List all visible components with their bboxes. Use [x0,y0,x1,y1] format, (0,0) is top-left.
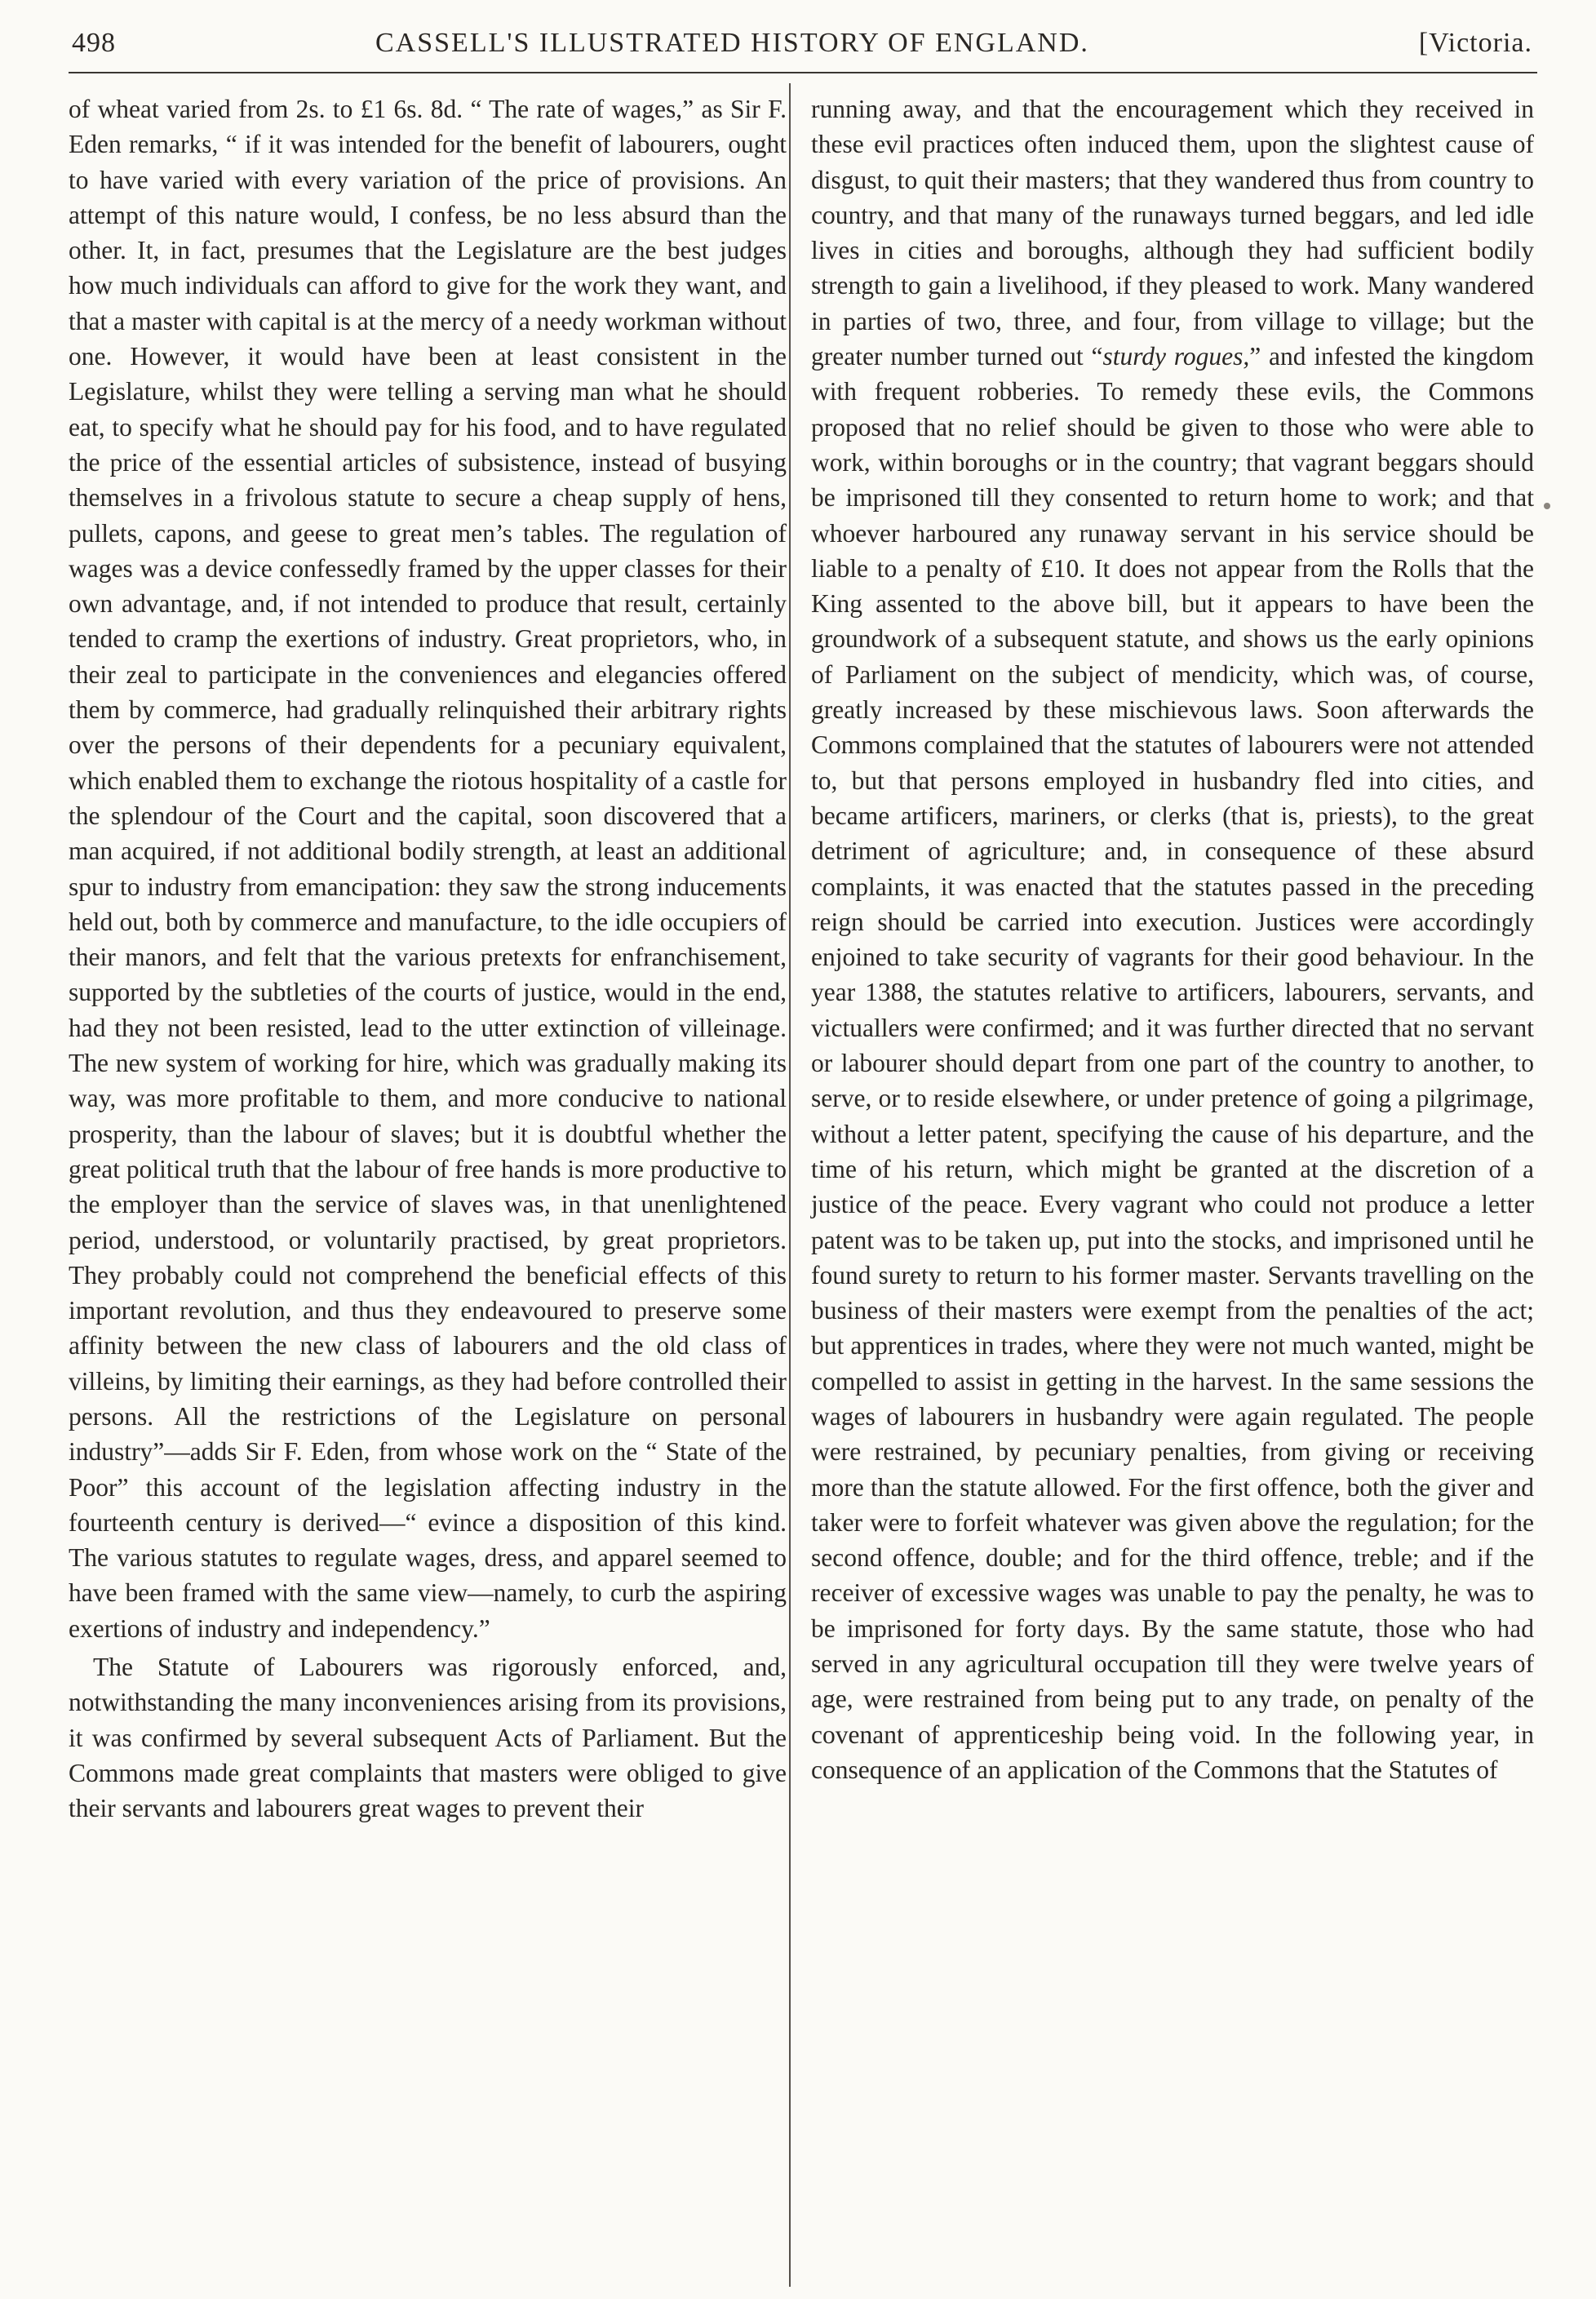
margin-mark [1544,503,1550,509]
header-rule [69,72,1537,73]
page-number: 498 [72,28,116,58]
right-column [811,91,1534,1787]
left-column [69,91,787,1826]
book-title: CASSELL'S ILLUSTRATED HISTORY OF ENGLAND. [375,28,1089,58]
right-text-part-1: running away, and that the encouragement which they received in these evil practices often induced them, upon the slightest cause of disgust, to quit their masters; that they wandered thus from country to country, and that many of the runaways turned beggars, and led idle lives in cities and boroughs, although they had sufficient bodily strength to gain a livelihood, if they pleased to work. Many wandered in parties of two, three, and four, from village to village; but the greater number turned out “ [811,95,1534,371]
left-paragraph-1: of wheat varied from 2s. to £1 6s. 8d. “ The rate of wages,” as Sir F. Eden remarks, “ if it was intended for the benefit of labourers, ought to have varied with every variation of the price of provisions. An attempt of this nature would, I confess, be no less absurd than the other. It, in fact, presumes that the Legislature are the best judges how much individuals can afford to give for the work they want, and that a master with capital is at the mercy of a needy workman without one. However, it would have been at least consistent in the Legislature, whilst they were telling a serving man what he should eat, to specify what he should pay for his food, and to have regulated the price of the essential articles of subsistence, instead of busying themselves in a frivolous statute to secure a cheap supply of hens, pullets, capons, and geese to great men’s tables. The regulation of wages was a device confessedly framed by the upper classes for their own advantage, and, if not intended to produce that result, certainly tended to cramp the exertions of industry. Great proprietors, who, in their zeal to participate in the conveniences and elegancies offered them by commerce, had gradually relinquished their arbitrary rights over the persons of their dependents for a pecuniary equivalent, which enabled them to exchange the riotous hospitality of a castle for the splendour of the Court and the capital, soon discovered that a man acquired, if not additional bodily strength, at least an additional spur to industry from emancipation: they saw the strong inducements held out, both by commerce and manufacture, to the idle occupiers of their manors, and felt that the various pretexts for enfranchisement, supported by the subtleties of the courts of justice, would in the end, had they not been resisted, lead to the utter extinction of villeinage. The new system of working for hire, which was gradually making its way, was more profitable to them, and more conducive to national prosperity, than the labour of slaves; but it is doubtful whether the great political truth that the labour of free hands is more productive to the employer than the service of slaves was, in that unenlightened period, understood, or voluntarily practised, by great proprietors. They probably could not comprehend the beneficial effects of this important revolution, and thus they endeavoured to preserve some affinity between the new class of labourers and the old class of villeins, by limiting their earnings, as they had before controlled their persons. All the restrictions of the Legislature on personal industry”—adds Sir F. Eden, from whose work on the “ State of the Poor” this account of the legislation affecting industry in the fourteenth century is derived—“ evince a disposition of this kind. The various statutes to regulate wages, dress, and apparel seemed to have been framed with the same view—namely, to curb the aspiring exertions of industry and independency.” [69,95,787,1643]
right-paragraph [811,91,1534,1787]
right-text-part-2: ” and infested the kingdom with frequent robberies. To remedy these evils, the Commons proposed that no relief should be given to those who were able to work, within boroughs or in the country; that vagrant beggars should be imprisoned till they consented to return home to work; and that whoever harboured any runaway servant in his service should be liable to a penalty of £10. It does not appear from the Rolls that the King assented to the above bill, but it appears to have been the groundwork of a subsequent statute, and shows us the early opinions of Parliament on the subject of mendicity, which was, of course, greatly increased by these mischievous laws. Soon afterwards the Commons complained that the statutes of labourers were not attended to, but that persons employed in husbandry fled into cities, and became artificers, mariners, or clerks (that is, priests), to the great detriment of agriculture; and, in consequence of these absurd complaints, it was enacted that the statutes passed in the preceding reign should be carried into execution. Justices were accordingly enjoined to take security of vagrants for their good behaviour. In the year 1388, the statutes relative to artificers, labourers, servants, and victuallers were confirmed; and it was further directed that no servant or labourer should depart from one part of the country to another, to serve, or to reside elsewhere, or under pretence of going a pilgrimage, without a letter patent, specifying the cause of his departure, and the time of his return, which might be granted at the discretion of a justice of the peace. Every vagrant who could not produce a letter patent was to be taken up, put into the stocks, and imprisoned until he found surety to return to his former master. Servants travelling on the business of their masters were exempt from the penalties of the act; but apprentices in trades, where they were not much wanted, might be compelled to assist in getting in the harvest. In the same sessions the wages of labourers in husbandry were again regulated. The people were restrained, by pecuniary penalties, from giving or receiving more than the statute allowed. For the first offence, both the giver and taker were to forfeit whatever was given above the regulation; for the second offence, double; and for the third offence, treble; and if the receiver of excessive wages was unable to pay the penalty, he was to be imprisoned for forty days. By the same statute, those who had served in any agricultural occupation till they were twelve years of age, were restrained from being put to any trade, on penalty of the covenant of apprenticeship being void. In the following year, in consequence of an application of the Commons that the Statutes of [811,342,1534,1784]
running-header [72,24,1532,62]
left-paragraph-2: The Statute of Labourers was rigorously enforced, and, notwithstanding the many inconveniences arising from its provisions, it was confirmed by several subsequent Acts of Parliament. But the Commons made great complaints that masters were obliged to give their servants and labourers great wages to prevent their [69,1653,787,1823]
reign-label: [Victoria. [1418,28,1532,58]
column-divider [789,83,791,2287]
italic-phrase: sturdy rogues, [1102,342,1250,371]
